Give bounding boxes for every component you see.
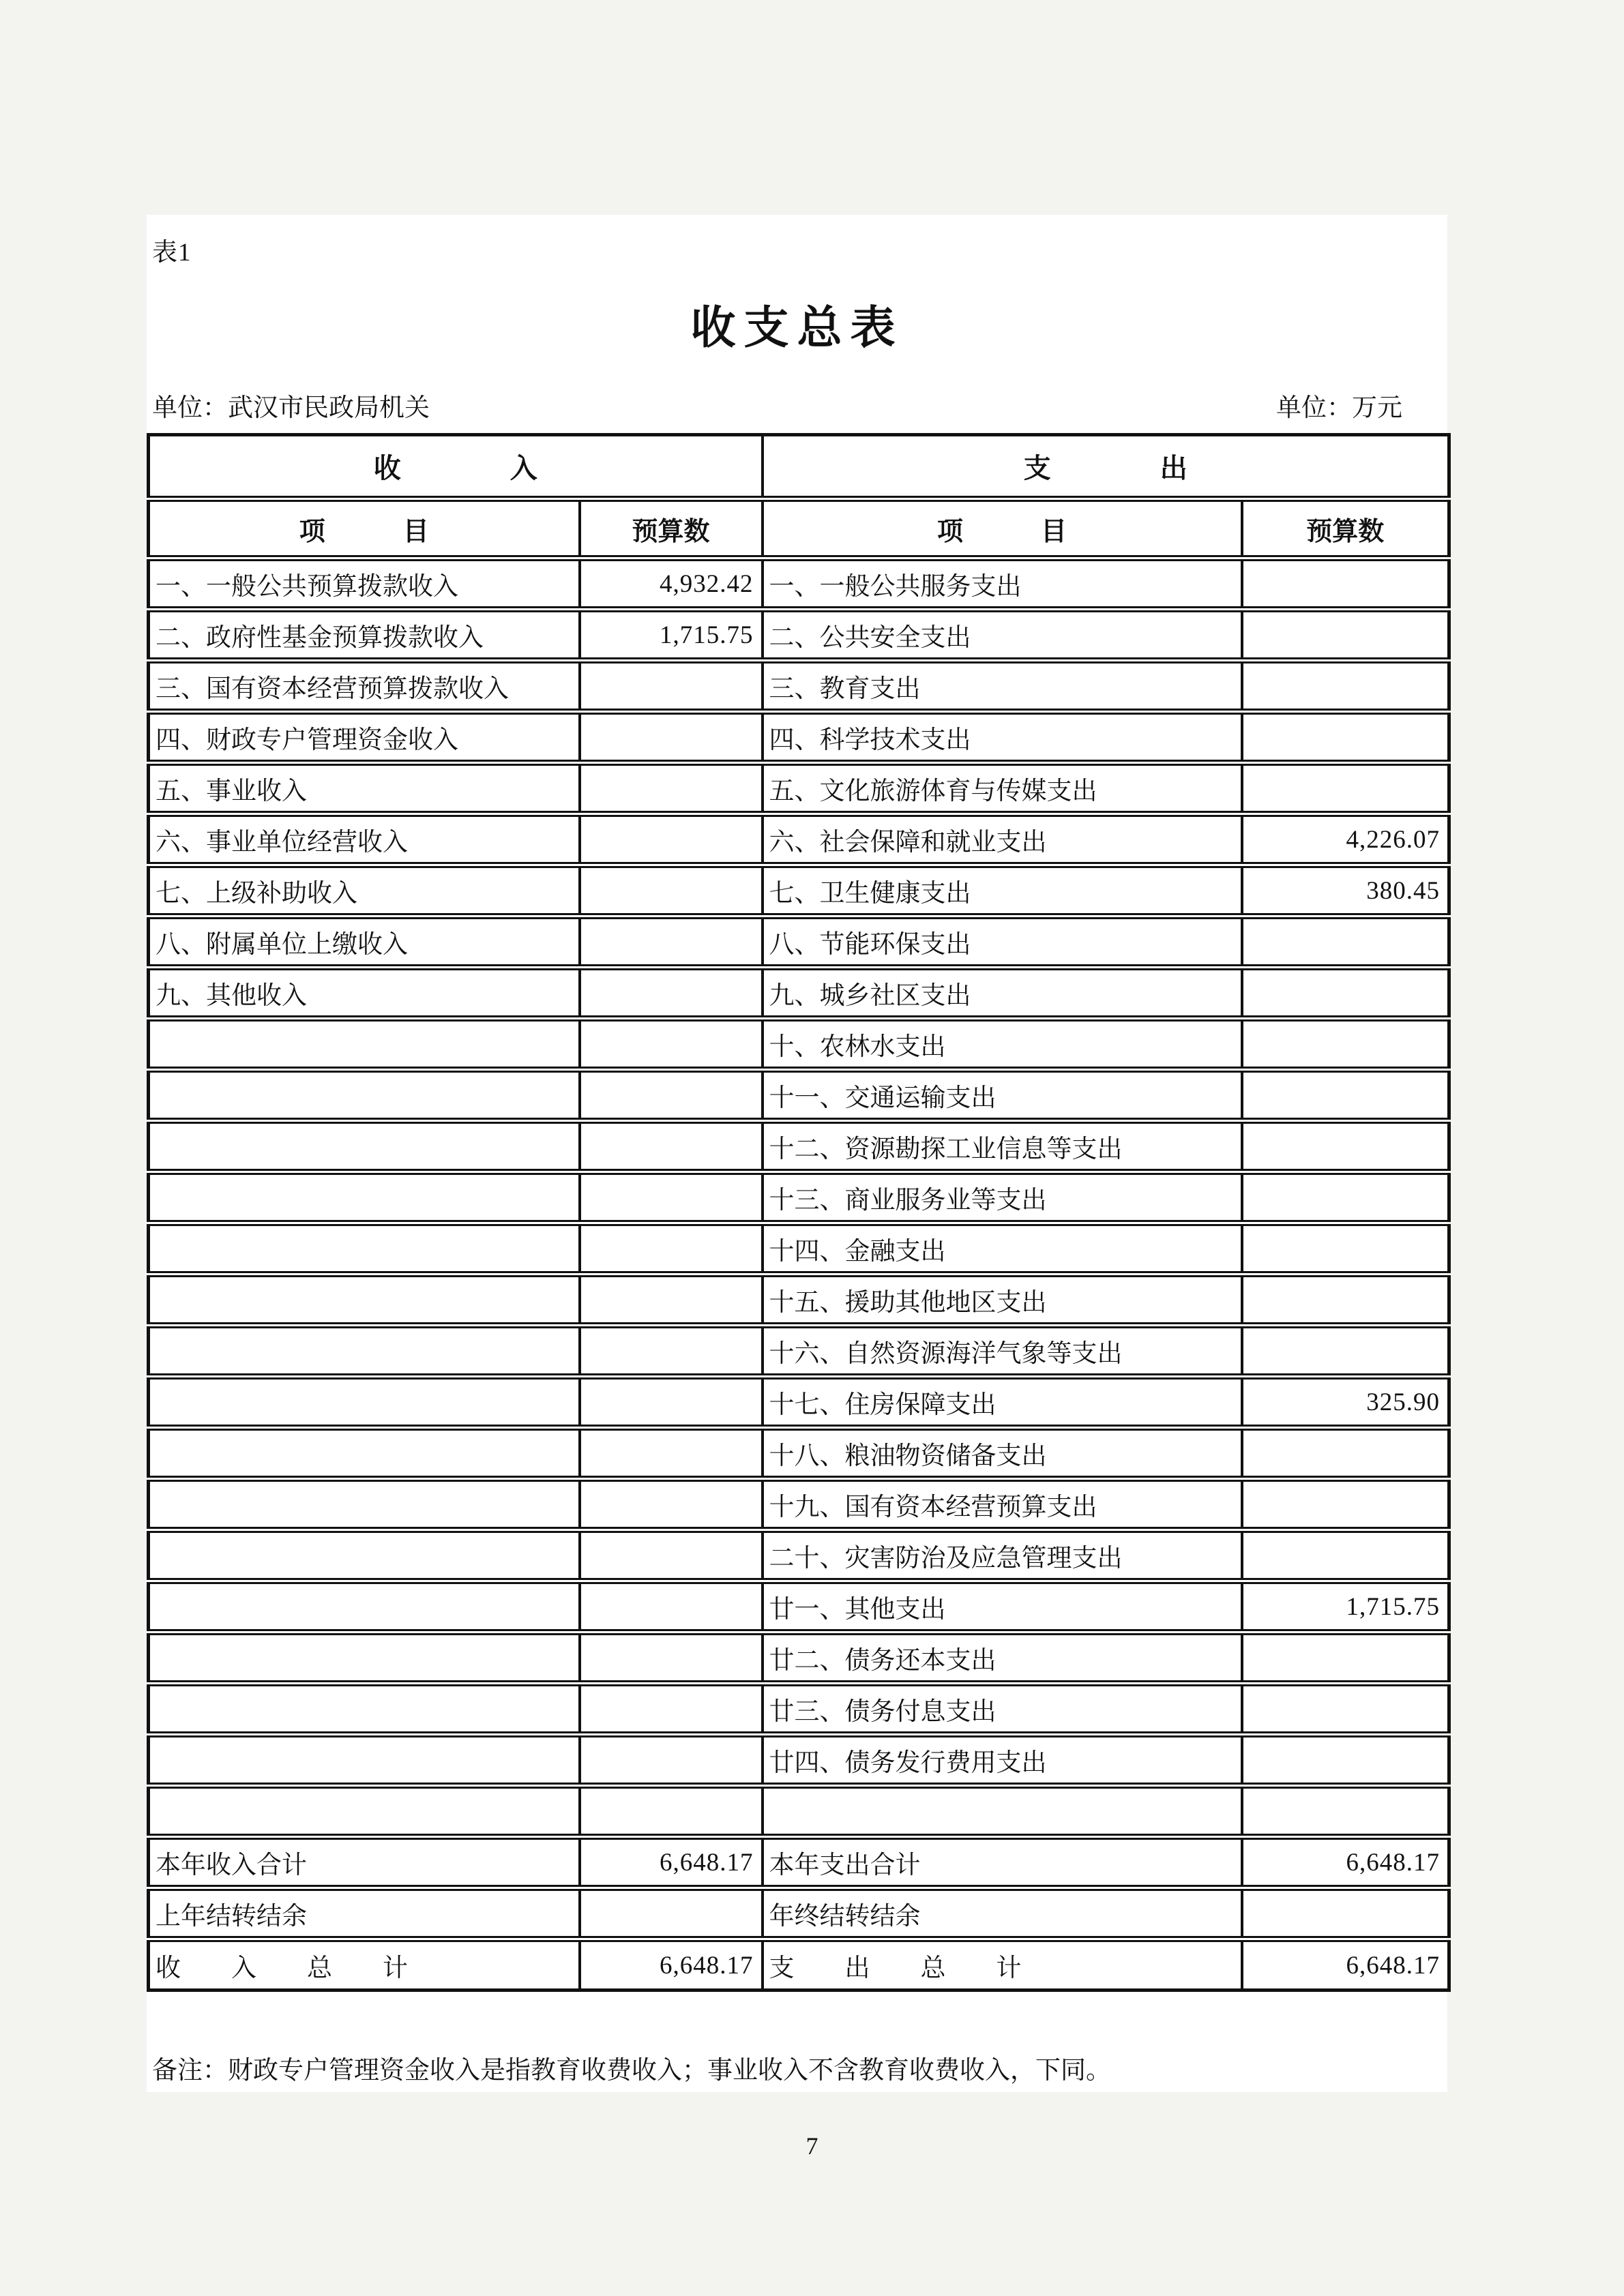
income-budget-cell xyxy=(580,1172,763,1223)
expense-item-cell: 一、一般公共服务支出 xyxy=(763,558,1242,610)
expense-budget-cell xyxy=(1242,763,1449,814)
income-budget-cell xyxy=(580,712,763,763)
expense-item-cell: 二、公共安全支出 xyxy=(763,610,1242,661)
table-row xyxy=(149,1786,1449,1837)
income-budget-cell xyxy=(580,1479,763,1530)
income-budget-cell xyxy=(580,1377,763,1428)
income-budget-cell xyxy=(580,1428,763,1479)
reporting-unit-label: 单位：武汉市民政局机关 xyxy=(152,394,430,422)
table-row xyxy=(149,814,1449,865)
expense-budget-cell xyxy=(1242,1223,1449,1274)
income-budget-cell xyxy=(580,1070,763,1121)
table-row xyxy=(149,1121,1449,1172)
income-item-cell xyxy=(149,1786,580,1837)
expense-item-column-header: 项 目 xyxy=(763,499,1242,558)
table-row xyxy=(149,1274,1449,1326)
table-row xyxy=(149,558,1449,610)
income-item-cell: 收 入 总 计 xyxy=(149,1939,580,1991)
income-item-cell: 一、一般公共预算拨款收入 xyxy=(149,558,580,610)
expense-item-cell: 十八、粮油物资储备支出 xyxy=(763,1428,1242,1479)
table-body xyxy=(149,558,1449,1991)
expense-item-cell: 十二、资源勘探工业信息等支出 xyxy=(763,1121,1242,1172)
income-budget-cell xyxy=(580,1274,763,1326)
income-budget-cell xyxy=(580,1786,763,1837)
table-row xyxy=(149,1019,1449,1070)
income-budget-cell xyxy=(580,1581,763,1632)
expense-item-cell: 七、卫生健康支出 xyxy=(763,865,1242,916)
unit-info-row xyxy=(152,387,1402,423)
expense-budget-cell xyxy=(1242,1172,1449,1223)
expense-budget-cell: 6,648.17 xyxy=(1242,1939,1449,1991)
income-item-cell: 四、财政专户管理资金收入 xyxy=(149,712,580,763)
income-item-cell xyxy=(149,1274,580,1326)
income-budget-cell xyxy=(580,814,763,865)
expense-budget-cell xyxy=(1242,916,1449,968)
income-item-cell xyxy=(149,1223,580,1274)
expense-budget-cell: 380.45 xyxy=(1242,865,1449,916)
expense-budget-cell xyxy=(1242,1019,1449,1070)
expense-item-cell: 十六、自然资源海洋气象等支出 xyxy=(763,1326,1242,1377)
table-row xyxy=(149,1888,1449,1939)
expense-item-cell: 廿一、其他支出 xyxy=(763,1581,1242,1632)
table-row xyxy=(149,1632,1449,1684)
expense-budget-cell xyxy=(1242,610,1449,661)
expense-budget-cell xyxy=(1242,1326,1449,1377)
income-item-cell: 本年收入合计 xyxy=(149,1837,580,1888)
expense-item-cell: 九、城乡社区支出 xyxy=(763,968,1242,1019)
income-item-cell: 八、附属单位上缴收入 xyxy=(149,916,580,968)
table-row xyxy=(149,865,1449,916)
expense-item-cell: 十九、国有资本经营预算支出 xyxy=(763,1479,1242,1530)
table-row xyxy=(149,712,1449,763)
table-row xyxy=(149,1070,1449,1121)
income-budget-cell xyxy=(580,1530,763,1581)
income-item-cell xyxy=(149,1632,580,1684)
expense-item-cell: 廿三、债务付息支出 xyxy=(763,1684,1242,1735)
footnote: 备注：财政专户管理资金收入是指教育收费收入；事业收入不含教育收费收入，下同。 xyxy=(152,2057,1111,2085)
income-item-cell: 上年结转结余 xyxy=(149,1888,580,1939)
expense-item-cell: 二十、灾害防治及应急管理支出 xyxy=(763,1530,1242,1581)
expense-item-cell: 年终结转结余 xyxy=(763,1888,1242,1939)
expense-item-cell: 廿二、债务还本支出 xyxy=(763,1632,1242,1684)
income-item-cell xyxy=(149,1428,580,1479)
expense-item-cell: 六、社会保障和就业支出 xyxy=(763,814,1242,865)
expense-budget-cell xyxy=(1242,558,1449,610)
expense-item-cell: 十七、住房保障支出 xyxy=(763,1377,1242,1428)
income-item-cell xyxy=(149,1326,580,1377)
expense-budget-cell xyxy=(1242,1070,1449,1121)
income-budget-cell xyxy=(580,1326,763,1377)
income-item-cell: 五、事业收入 xyxy=(149,763,580,814)
income-item-cell: 九、其他收入 xyxy=(149,968,580,1019)
income-expense-summary-table xyxy=(147,433,1451,1992)
table-row xyxy=(149,1428,1449,1479)
income-item-column-header: 项 目 xyxy=(149,499,580,558)
expense-item-cell: 支 出 总 计 xyxy=(763,1939,1242,1991)
expense-budget-cell xyxy=(1242,1684,1449,1735)
expense-item-cell: 五、文化旅游体育与传媒支出 xyxy=(763,763,1242,814)
table-row xyxy=(149,610,1449,661)
income-budget-cell xyxy=(580,1684,763,1735)
expense-budget-cell xyxy=(1242,1121,1449,1172)
income-item-cell: 六、事业单位经营收入 xyxy=(149,814,580,865)
expense-item-cell: 本年支出合计 xyxy=(763,1837,1242,1888)
expense-section-header: 支 出 xyxy=(763,435,1449,499)
expense-budget-cell xyxy=(1242,1786,1449,1837)
income-item-cell xyxy=(149,1735,580,1786)
expense-budget-cell xyxy=(1242,1530,1449,1581)
income-item-cell: 七、上级补助收入 xyxy=(149,865,580,916)
expense-budget-cell: 4,226.07 xyxy=(1242,814,1449,865)
expense-budget-cell xyxy=(1242,968,1449,1019)
income-item-cell xyxy=(149,1684,580,1735)
income-item-cell xyxy=(149,1377,580,1428)
expense-budget-cell xyxy=(1242,712,1449,763)
table-row xyxy=(149,1684,1449,1735)
section-header-row xyxy=(149,435,1449,499)
expense-item-cell: 四、科学技术支出 xyxy=(763,712,1242,763)
income-item-cell xyxy=(149,1479,580,1530)
income-budget-cell xyxy=(580,1019,763,1070)
expense-budget-cell xyxy=(1242,1735,1449,1786)
income-budget-cell: 4,932.42 xyxy=(580,558,763,610)
page-title: 收支总表 xyxy=(690,303,904,353)
page-number: 7 xyxy=(806,2132,818,2160)
expense-item-cell: 十、农林水支出 xyxy=(763,1019,1242,1070)
expense-budget-cell: 325.90 xyxy=(1242,1377,1449,1428)
table-number-label: 表1 xyxy=(152,239,192,267)
income-item-cell xyxy=(149,1070,580,1121)
expense-item-cell: 十一、交通运输支出 xyxy=(763,1070,1242,1121)
expense-item-cell: 三、教育支出 xyxy=(763,661,1242,712)
table-row xyxy=(149,661,1449,712)
table-row xyxy=(149,1581,1449,1632)
table-row xyxy=(149,1837,1449,1888)
income-budget-cell xyxy=(580,1223,763,1274)
income-section-header: 收 入 xyxy=(149,435,763,499)
table-row xyxy=(149,1735,1449,1786)
income-budget-cell xyxy=(580,1121,763,1172)
currency-unit-label: 单位：万元 xyxy=(1276,394,1402,422)
income-budget-cell xyxy=(580,1735,763,1786)
expense-budget-column-header: 预算数 xyxy=(1242,499,1449,558)
income-budget-cell: 1,715.75 xyxy=(580,610,763,661)
income-item-cell xyxy=(149,1172,580,1223)
table-row xyxy=(149,1223,1449,1274)
income-item-cell: 三、国有资本经营预算拨款收入 xyxy=(149,661,580,712)
expense-budget-cell xyxy=(1242,661,1449,712)
table-row xyxy=(149,1530,1449,1581)
income-budget-cell xyxy=(580,661,763,712)
expense-item-cell xyxy=(763,1786,1242,1837)
income-item-cell xyxy=(149,1530,580,1581)
table-row xyxy=(149,1377,1449,1428)
income-budget-column-header: 预算数 xyxy=(580,499,763,558)
column-header-row xyxy=(149,499,1449,558)
expense-item-cell: 十三、商业服务业等支出 xyxy=(763,1172,1242,1223)
income-item-cell: 二、政府性基金预算拨款收入 xyxy=(149,610,580,661)
income-budget-cell xyxy=(580,1888,763,1939)
expense-budget-cell xyxy=(1242,1632,1449,1684)
income-budget-cell xyxy=(580,968,763,1019)
income-item-cell xyxy=(149,1121,580,1172)
table-row xyxy=(149,1479,1449,1530)
table-row xyxy=(149,916,1449,968)
paper-sheet xyxy=(147,215,1447,2092)
expense-item-cell: 十五、援助其他地区支出 xyxy=(763,1274,1242,1326)
expense-budget-cell: 1,715.75 xyxy=(1242,1581,1449,1632)
expense-budget-cell xyxy=(1242,1428,1449,1479)
expense-budget-cell xyxy=(1242,1888,1449,1939)
expense-budget-cell xyxy=(1242,1479,1449,1530)
table-row xyxy=(149,763,1449,814)
table-row xyxy=(149,1326,1449,1377)
table-row xyxy=(149,1172,1449,1223)
expense-budget-cell xyxy=(1242,1274,1449,1326)
income-item-cell xyxy=(149,1019,580,1070)
income-budget-cell xyxy=(580,763,763,814)
expense-item-cell: 八、节能环保支出 xyxy=(763,916,1242,968)
income-budget-cell: 6,648.17 xyxy=(580,1837,763,1888)
income-budget-cell xyxy=(580,865,763,916)
expense-budget-cell: 6,648.17 xyxy=(1242,1837,1449,1888)
table-row xyxy=(149,968,1449,1019)
income-budget-cell: 6,648.17 xyxy=(580,1939,763,1991)
income-item-cell xyxy=(149,1581,580,1632)
table-row xyxy=(149,1939,1449,1991)
expense-item-cell: 廿四、债务发行费用支出 xyxy=(763,1735,1242,1786)
income-budget-cell xyxy=(580,916,763,968)
expense-item-cell: 十四、金融支出 xyxy=(763,1223,1242,1274)
income-budget-cell xyxy=(580,1632,763,1684)
